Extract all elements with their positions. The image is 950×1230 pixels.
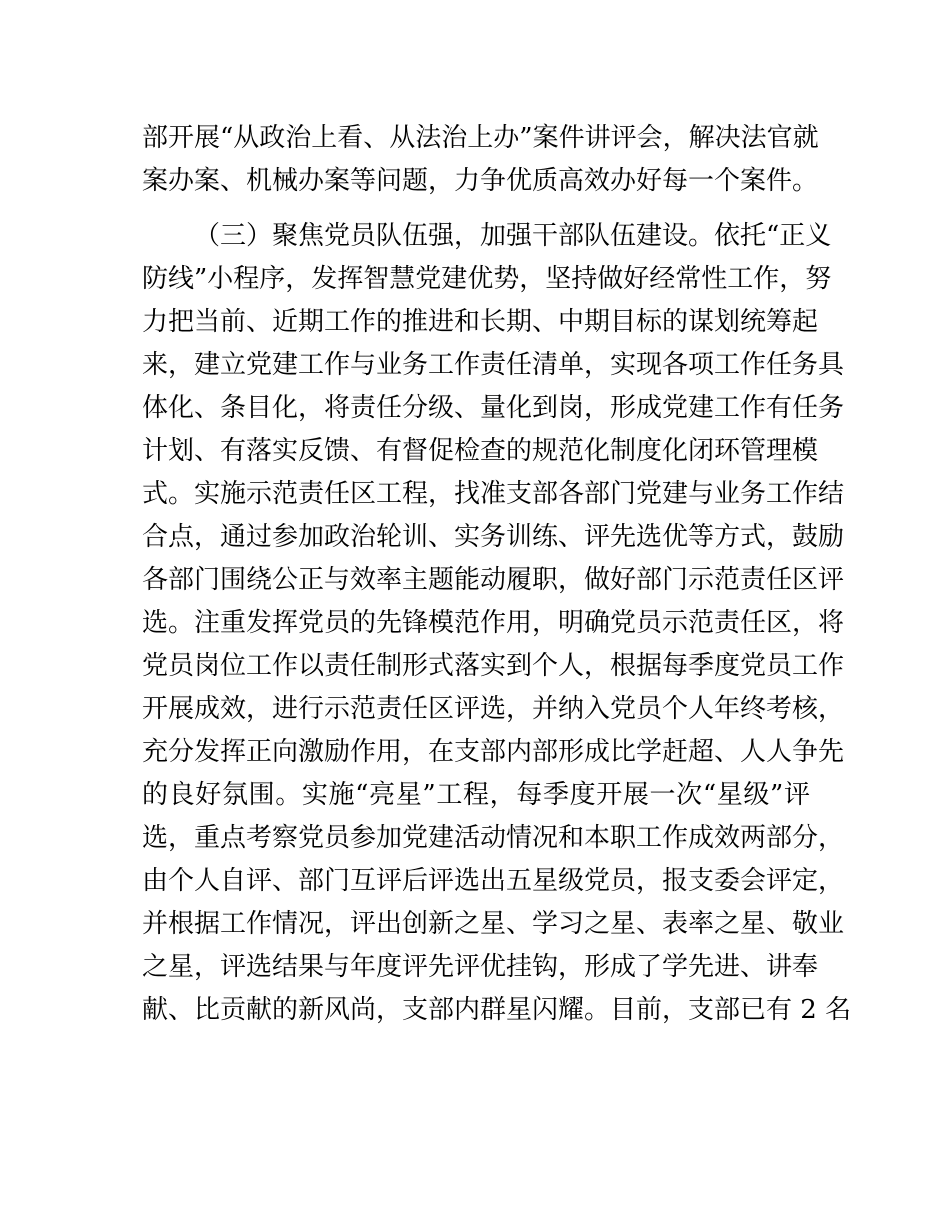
text-line-9: 式。实施示范责任区工程，找准支部各部门党建与业务工作结 <box>142 479 845 509</box>
text-line-8: 计划、有落实反馈、有督促检查的规范化制度化闭环管理模 <box>142 436 819 466</box>
text-line-16: 的良好氛围。实施“亮星”工程，每季度开展一次“星级”评 <box>142 780 810 810</box>
text-line-15: 充分发挥正向激励作用，在支部内部形成比学赶超、人人争先 <box>142 737 845 767</box>
text-line-2: 案办案、机械办案等问题，力争优质高效办好每一个案件。 <box>142 166 819 196</box>
text-line-14: 开展成效，进行示范责任区评选，并纳入党员个人年终考核， <box>142 694 845 724</box>
text-line-4: 防线”小程序，发挥智慧党建优势，坚持做好经常性工作，努 <box>142 264 832 294</box>
text-line-6: 来，建立党建工作与业务工作责任清单，实现各项工作任务具 <box>142 350 845 380</box>
text-line-10: 合点，通过参加政治轮训、实务训练、评先选优等方式，鼓励 <box>142 522 845 552</box>
text-line-19: 并根据工作情况，评出创新之星、学习之星、表率之星、敬业 <box>142 909 845 939</box>
text-line-11: 各部门围绕公正与效率主题能动履职，做好部门示范责任区评 <box>142 565 845 595</box>
text-line-5: 力把当前、近期工作的推进和长期、中期目标的谋划统筹起 <box>142 307 819 337</box>
text-line-20: 之星，评选结果与年度评先评优挂钩，形成了学先进、讲奉 <box>142 952 819 982</box>
text-line-1: 部开展“从政治上看、从法治上办”案件讲评会，解决法官就 <box>142 123 819 153</box>
text-line-17: 选，重点考察党员参加党建活动情况和本职工作成效两部分， <box>142 823 845 853</box>
text-line-13: 党员岗位工作以责任制形式落实到个人，根据每季度党员工作 <box>142 651 845 681</box>
text-line-12: 选。注重发挥党员的先锋模范作用，明确党员示范责任区，将 <box>142 608 845 638</box>
text-line-21: 献、比贡献的新风尚，支部内群星闪耀。目前，支部已有 2 名 <box>142 995 852 1025</box>
text-line-18: 由个人自评、部门互评后评选出五星级党员，报支委会评定， <box>142 866 845 896</box>
section-heading-line: （三）聚焦党员队伍强，加强干部队伍建设。依托“正义 <box>194 221 832 251</box>
text-line-7: 体化、条目化，将责任分级、量化到岗，形成党建工作有任务 <box>142 393 845 423</box>
